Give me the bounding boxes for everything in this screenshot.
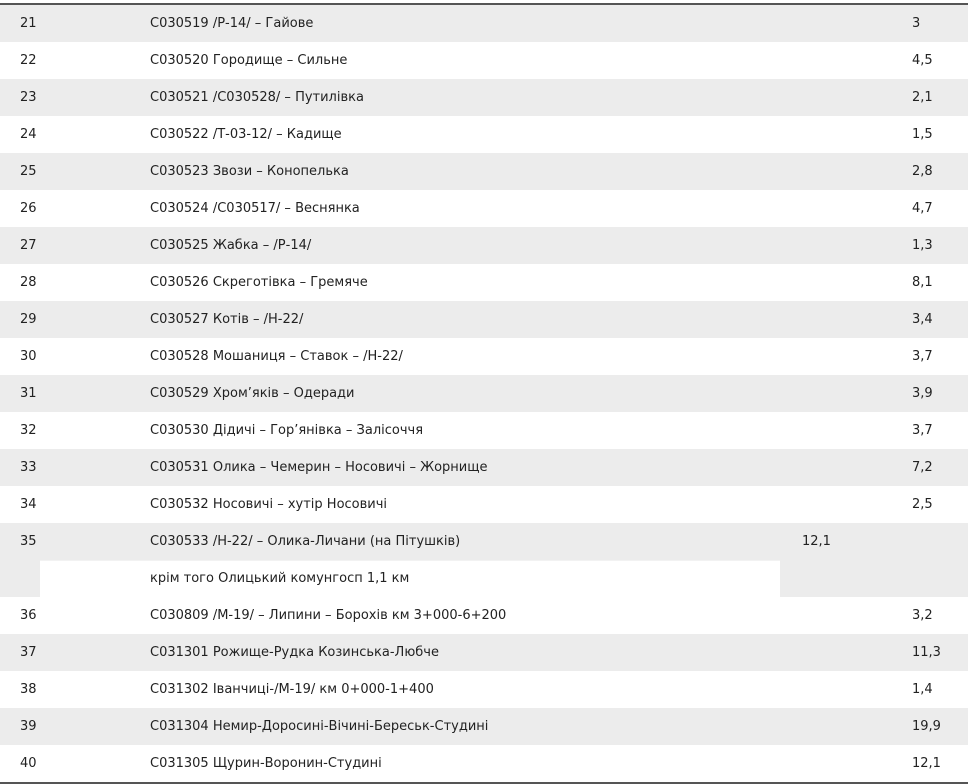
road-name: С030809 /М-19/ – Липини – Борохів км 3+000-6+200: [150, 608, 507, 623]
road-length: 2,1: [912, 90, 933, 105]
table-row: [0, 153, 968, 190]
row-number: 26: [20, 201, 37, 216]
table-row: [0, 5, 968, 42]
road-length: 7,2: [912, 460, 933, 475]
road-name: С031301 Рожище-Рудка Козинська-Любче: [150, 645, 439, 660]
row-number: 21: [20, 16, 37, 31]
table-row: [0, 42, 968, 79]
table-row: [0, 79, 968, 116]
road-length: 3,4: [912, 312, 933, 327]
row-number: 37: [20, 645, 37, 660]
row-number: 39: [20, 719, 37, 734]
road-length: 8,1: [912, 275, 933, 290]
road-note: крім того Олицький комунгосп 1,1 км: [40, 560, 780, 598]
road-length: 3: [912, 16, 921, 31]
row-number: 30: [20, 349, 37, 364]
road-name: С031302 Іванчиці-/М-19/ км 0+000-1+400: [150, 682, 434, 697]
row-number: 23: [20, 90, 37, 105]
road-name: С030533 /Н-22/ – Олика-Личани (на Пітушків): [150, 533, 461, 549]
road-length: 3,2: [912, 608, 933, 623]
row-number: 38: [20, 682, 37, 697]
road-length: 3,9: [912, 386, 933, 401]
road-length: 2,8: [912, 164, 933, 179]
row-number: 33: [20, 460, 37, 475]
road-name: С031304 Немир-Доросині-Вічині-Береськ-Студині: [150, 719, 489, 734]
table-row: [0, 449, 968, 486]
road-name: С030527 Котів – /Н-22/: [150, 312, 304, 327]
row-number: 40: [20, 756, 37, 771]
table-row: [0, 375, 968, 412]
table-row: [0, 301, 968, 338]
row-number: 31: [20, 386, 37, 401]
row-number: 36: [20, 608, 37, 623]
row-number: 29: [20, 312, 37, 327]
road-length: 19,9: [912, 719, 941, 734]
road-name: С030532 Носовичі – хутір Носовичі: [150, 497, 388, 512]
road-name: С030520 Городище – Сильне: [150, 53, 348, 68]
table-row: [0, 116, 968, 153]
road-length: 1,3: [912, 238, 933, 253]
road-name-cell: [40, 523, 780, 597]
road-name: С030521 /С030528/ – Путилівка: [150, 90, 364, 105]
road-length: 12,1: [802, 534, 831, 549]
road-name: С030522 /Т-03-12/ – Кадище: [150, 127, 342, 142]
table-row: [0, 671, 968, 708]
table-row: [0, 227, 968, 264]
table-row: [0, 708, 968, 745]
row-number: 25: [20, 164, 37, 179]
row-number: 35: [20, 534, 37, 549]
table-row: [0, 264, 968, 301]
row-number: 24: [20, 127, 37, 142]
road-name: С030519 /Р-14/ – Гайове: [150, 16, 314, 31]
road-name: С030524 /С030517/ – Веснянка: [150, 201, 360, 216]
table-row: [0, 634, 968, 671]
road-name: С030526 Скреготівка – Гремяче: [150, 275, 368, 290]
table-row: [0, 745, 968, 782]
table-row: [0, 597, 968, 634]
table-row: [0, 523, 968, 597]
road-name: С030531 Олика – Чемерин – Носовичі – Жорнище: [150, 460, 488, 475]
table-row: [0, 412, 968, 449]
row-number: 22: [20, 53, 37, 68]
road-length: 2,5: [912, 497, 933, 512]
road-name: С030530 Дідичі – Гор’янівка – Залісоччя: [150, 423, 424, 438]
road-length: 3,7: [912, 349, 933, 364]
road-length: 11,3: [912, 645, 941, 660]
row-number: 34: [20, 497, 37, 512]
road-name: С030523 Звози – Конопелька: [150, 164, 349, 179]
road-length: 3,7: [912, 423, 933, 438]
road-length: 1,4: [912, 682, 933, 697]
row-number: 32: [20, 423, 37, 438]
roads-table: [0, 3, 968, 784]
road-length: 4,5: [912, 53, 933, 68]
road-name: С031305 Щурин-Воронин-Студині: [150, 756, 382, 771]
table-row: [0, 338, 968, 375]
row-number: 27: [20, 238, 37, 253]
row-number: 28: [20, 275, 37, 290]
table-row: [0, 486, 968, 523]
road-name: С030525 Жабка – /Р-14/: [150, 238, 312, 253]
road-length: 1,5: [912, 127, 933, 142]
table-row: [0, 190, 968, 227]
road-length: 4,7: [912, 201, 933, 216]
road-name: С030528 Мошаниця – Ставок – /Н-22/: [150, 349, 403, 364]
road-length: 12,1: [912, 756, 941, 771]
road-name: С030529 Хром’яків – Одеради: [150, 386, 355, 401]
